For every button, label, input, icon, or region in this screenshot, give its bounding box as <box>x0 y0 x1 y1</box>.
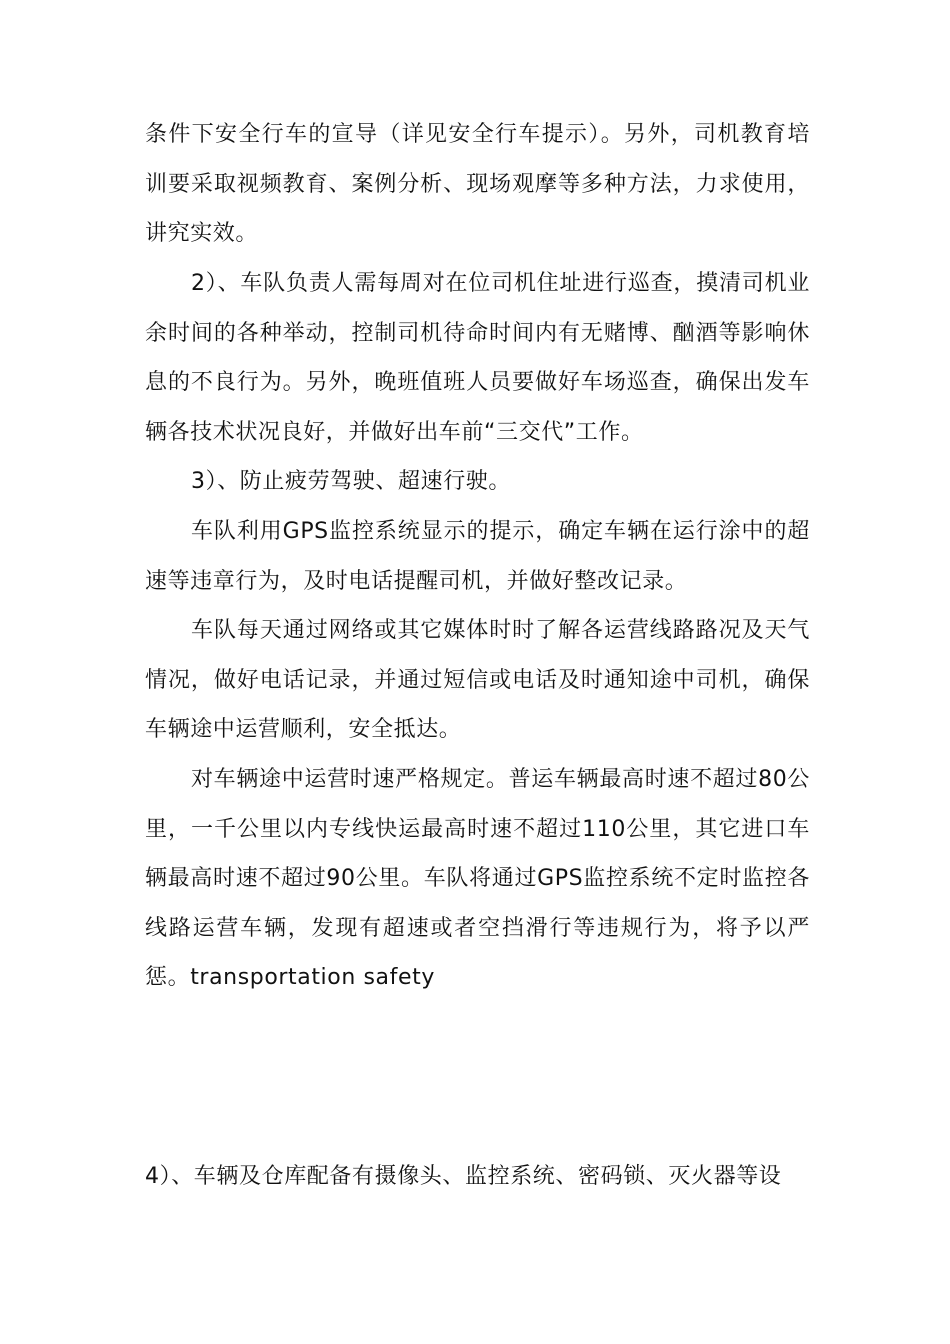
paragraph-equipment: 4）、车辆及仓库配备有摄像头、监控系统、密码锁、灭火器等设 <box>145 1164 782 1189</box>
paragraph-fatigue-speeding: 3）、防止疲劳驾驶、超速行驶。 <box>191 469 511 494</box>
paragraph-driver-inspection: 2）、车队负责人需每周对在位司机住址进行巡查，摸清司机业余时间的各种举动，控制司机待命时间内有无赌博、酗酒等影响休息的不良行为。另外，晚班值班人员要做好车场巡查，确保出发车辆各技术状况良好，并做好出车前“三交代”工作。 <box>145 271 810 445</box>
paragraph-safety-education: 条件下安全行车的宣导（详见安全行车提示）。另外，司机教育培训要采取视频教育、案例分析、现场观摩等多种方法，力求使用，讲究实效。 <box>145 122 810 246</box>
paragraph-road-conditions: 车队每天通过网络或其它媒体时时了解各运营线路路况及天气情况，做好电话记录，并通过短信或电话及时通知途中司机，确保车辆途中运营顺利，安全抵达。 <box>145 618 810 742</box>
paragraph-gps-monitoring: 车队利用GPS监控系统显示的提示，确定车辆在运行涂中的超速等违章行为，及时电话提醒司机，并做好整改记录。 <box>145 519 810 594</box>
paragraph-speed-limits: 对车辆途中运营时速严格规定。普运车辆最高时速不超过80公里，一千公里以内专线快运最高时速不超过110公里，其它进口车辆最高时速不超过90公里。车队将通过GPS监控系统不定时监控各线路运营车辆，发现有超速或者空挡滑行等违规行为，将予以严惩。transportation safety <box>145 767 810 990</box>
